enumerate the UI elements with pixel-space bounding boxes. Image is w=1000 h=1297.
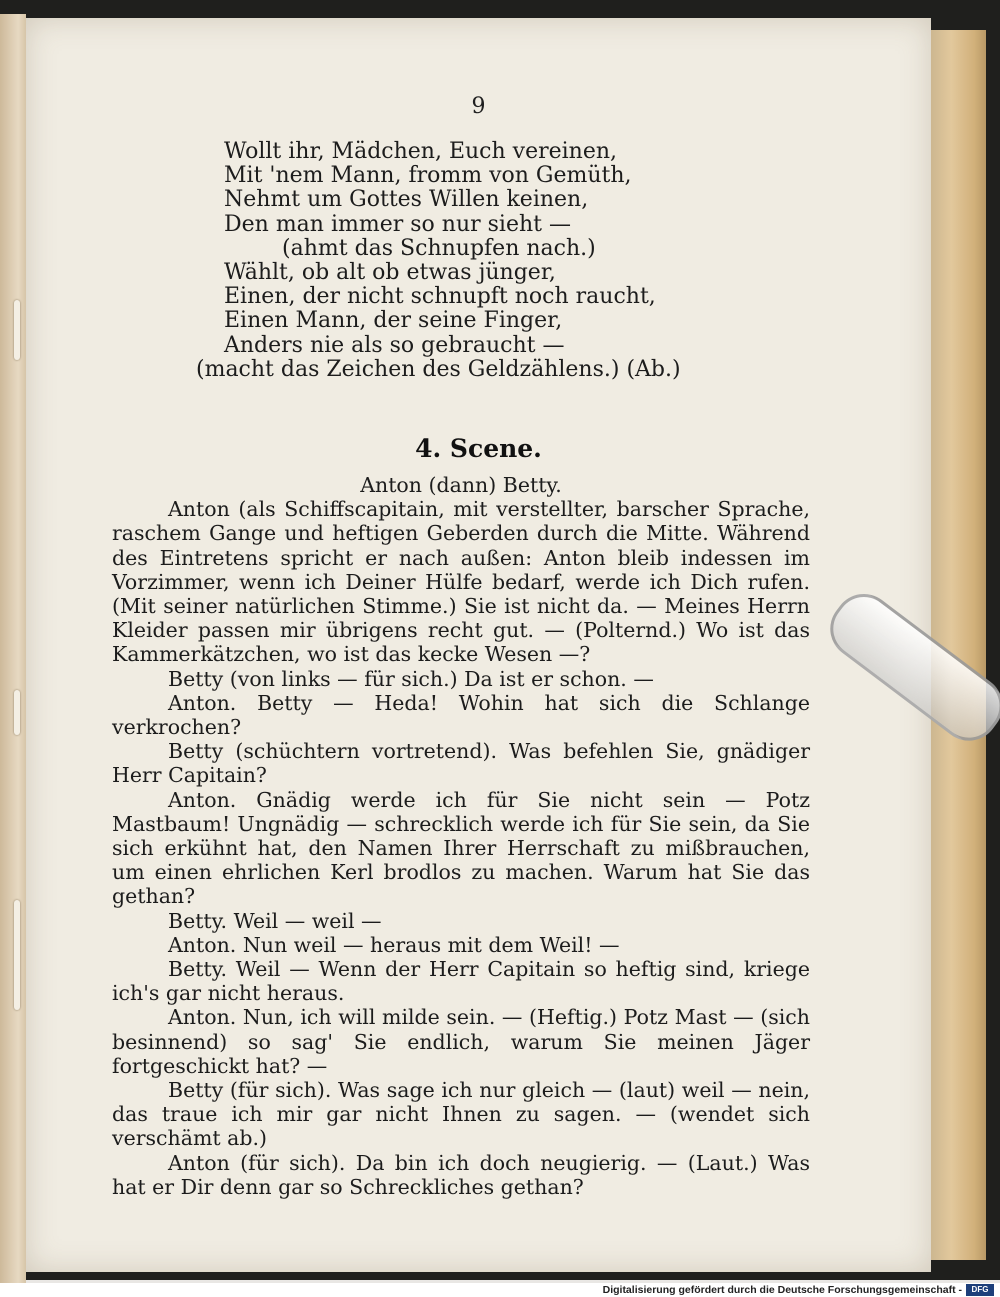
binding-thread (14, 300, 20, 360)
poem-stage-direction: (ahmt das Schnupfen nach.) (282, 235, 596, 261)
characters-line: Anton (dann) Betty. (360, 473, 562, 497)
dialogue-paragraph: Anton. Nun, ich will milde sein. — (Heftig.) Potz Mast — (sich besinnend) so sag' Sie endlich, warum Sie meinen Jäger fortgeschickt hat? — (112, 1005, 810, 1078)
dialogue-paragraph: Betty (von links — für sich.) Da ist er schon. — (168, 666, 654, 691)
poem-line: Wählt, ob alt ob etwas jünger, (224, 260, 556, 286)
poem-line: Wollt ihr, Mädchen, Euch vereinen, (224, 139, 618, 164)
dialogue-paragraph: Anton. Nun weil — heraus mit dem Weil! — (168, 932, 620, 957)
dialogue-paragraph: Anton. Betty — Heda! Wohin hat sich die Schlange verkrochen? (112, 690, 810, 740)
dialogue-paragraph: Betty. Weil — Wenn der Herr Capitain so heftig sind, kriege ich's gar nicht heraus. (112, 957, 810, 1006)
dialogue-paragraph: Anton (für sich). Da bin ich doch neugierig. — (Laut.) Was hat er Dir denn gar so Schreckliches gethan? (112, 1150, 810, 1199)
poem-line: Einen Mann, der seine Finger, (224, 308, 563, 334)
book-page (26, 18, 931, 1272)
poem-line: Mit 'nem Mann, fromm von Gemüth, (224, 163, 632, 189)
poem-stage-direction: (macht das Zeichen des Geldzählens.) (Ab.) (196, 356, 681, 382)
poem-line: Nehmt um Gottes Willen keinen, (224, 187, 589, 213)
dfg-logo: DFG (966, 1284, 994, 1296)
poem-line: Den man immer so nur sieht — (224, 211, 571, 237)
dialogue-paragraph: Anton (als Schiffscapitain, mit verstellter, barscher Sprache, raschem Gange und heftigen Geberden durch die Mitte. Während des Eintretens spricht er nach außen: Anton bleib indessen im Vorzimmer, wenn ich Deiner Hülfe bedarf, werde ich Dich rufen. (Mit seiner natürlichen Stimme.) Sie ist nicht da. — Meines Herrn Kleider passen mir übrigens recht gut. — (Polternd.) Wo ist das Kammerkätzchen, wo ist das kecke Wesen —? (112, 497, 810, 667)
dialogue-paragraph: Betty (schüchtern vortretend). Was befehlen Sie, gnädiger Herr Capitain? (112, 739, 810, 788)
binding-thread (14, 900, 20, 1010)
poem-line: Anders nie als so gebraucht — (224, 332, 565, 358)
left-page-edge (0, 14, 26, 1284)
dialogue-paragraph: Anton. Gnädig werde ich für Sie nicht sein — Potz Mastbaum! Ungnädig — schrecklich werde ich für Sie sein, da Sie sich erkühnt hat, den Namen Ihrer Herrschaft zu mißbrauchen, um einen ehrlichen Kerl brodlos zu machen. Warum hat Sie das gethan? (112, 787, 810, 909)
dialogue-paragraph: Betty. Weil — weil — (168, 908, 382, 933)
footer-credit: Digitalisierung gefördert durch die Deutsche Forschungsgemeinschaft - (602, 1284, 962, 1296)
footer-bar (0, 1283, 1000, 1297)
binding-thread (14, 690, 20, 735)
scene-heading: 4. Scene. (415, 434, 542, 463)
poem-line: Einen, der nicht schnupft noch raucht, (224, 284, 656, 310)
page-number: 9 (471, 94, 486, 119)
poem-block (196, 139, 744, 382)
dialogue-paragraph: Betty (für sich). Was sage ich nur gleich — (laut) weil — nein, das traue ich mir gar nicht Ihnen zu sagen. — (wendet sich verschämt ab.) (112, 1078, 810, 1151)
dialogue-body (112, 473, 810, 1199)
